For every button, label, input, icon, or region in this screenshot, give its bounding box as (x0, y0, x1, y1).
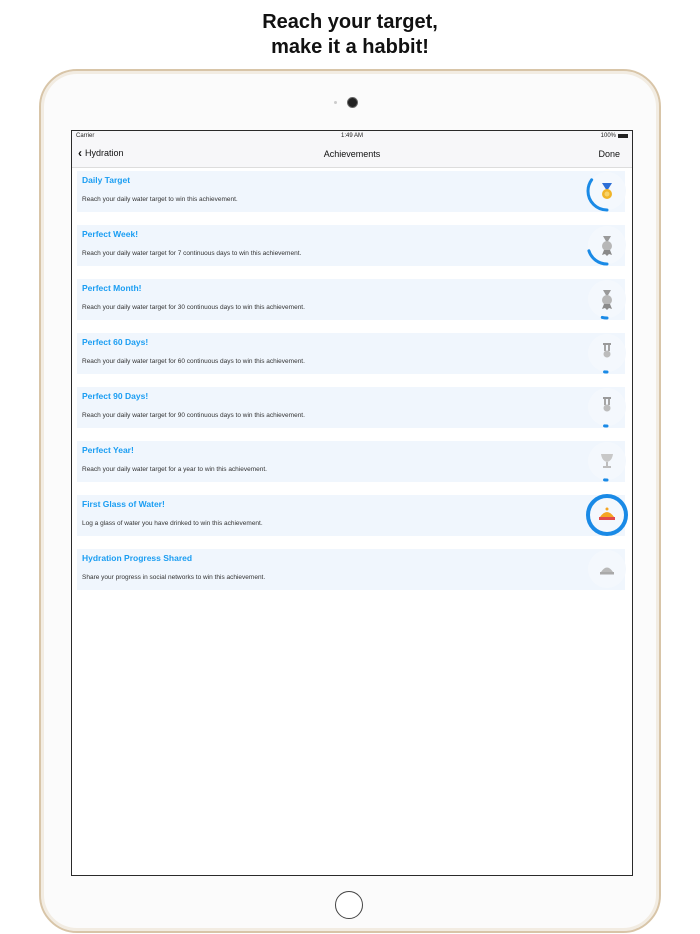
achievement-description: Reach your daily water target for 60 continuous days to win this achievement. (82, 358, 305, 365)
achievement-title: Perfect Year! (82, 445, 134, 455)
achievement-title: Perfect Month! (82, 283, 142, 293)
status-bar (72, 131, 632, 141)
battery-indicator (601, 133, 628, 139)
achievement-row[interactable] (77, 549, 625, 590)
achievement-title: Perfect 90 Days! (82, 391, 149, 401)
achievement-description: Reach your daily water target to win this achievement. (82, 196, 238, 203)
navigation-bar (72, 141, 632, 168)
page-title: Achievements (323, 149, 381, 159)
device-screen (71, 130, 633, 876)
achievement-row[interactable] (77, 441, 625, 482)
achievement-title: Hydration Progress Shared (82, 553, 193, 563)
achievement-title: Perfect Week! (82, 229, 139, 239)
achievement-badge (585, 223, 629, 267)
achievement-row[interactable] (77, 171, 625, 212)
achievement-badge (585, 493, 629, 537)
achievement-row[interactable] (77, 225, 625, 266)
achievement-description: Reach your daily water target for 30 continuous days to win this achievement. (82, 304, 305, 311)
back-button-label: Hydration (85, 148, 124, 158)
done-button[interactable]: Done (598, 149, 620, 159)
achievement-row[interactable] (77, 333, 625, 374)
achievement-row[interactable] (77, 495, 625, 536)
ipad-frame (39, 69, 661, 933)
achievement-description: Log a glass of water you have drinked to win this achievement. (82, 520, 263, 527)
marketing-headline (0, 10, 700, 60)
achievement-badge (585, 331, 629, 375)
achievement-badge (585, 439, 629, 483)
achievement-row[interactable] (77, 279, 625, 320)
achievement-description: Reach your daily water target for a year to win this achievement. (82, 466, 267, 473)
home-button[interactable] (335, 891, 363, 919)
achievement-badge (585, 547, 629, 591)
sensor-dot (334, 101, 337, 104)
medal-blue-ribbon-icon (602, 183, 612, 199)
achievement-title: First Glass of Water! (82, 499, 165, 509)
achievement-list (72, 171, 632, 590)
achievement-description: Reach your daily water target for 7 continuous days to win this achievement. (82, 250, 302, 257)
headline-line-2: make it a habbit! (271, 36, 429, 58)
camera-icon (347, 97, 358, 108)
battery-icon (618, 134, 628, 138)
carrier-label: Carrier (76, 133, 95, 139)
achievement-badge (585, 385, 629, 429)
status-time: 1:49 AM (340, 133, 363, 139)
achievement-badge (585, 169, 629, 213)
battery-percent: 100% (600, 133, 616, 139)
achievement-badge (585, 277, 629, 321)
chevron-left-icon: ‹ (78, 146, 82, 160)
achievement-row[interactable] (77, 387, 625, 428)
achievement-title: Perfect 60 Days! (82, 337, 149, 347)
achievement-title: Daily Target (82, 175, 131, 185)
achievement-description: Reach your daily water target for 90 continuous days to win this achievement. (82, 412, 305, 419)
headline-line-1: Reach your target, (262, 11, 438, 33)
achievement-description: Share your progress in social networks to win this achievement. (82, 574, 266, 581)
